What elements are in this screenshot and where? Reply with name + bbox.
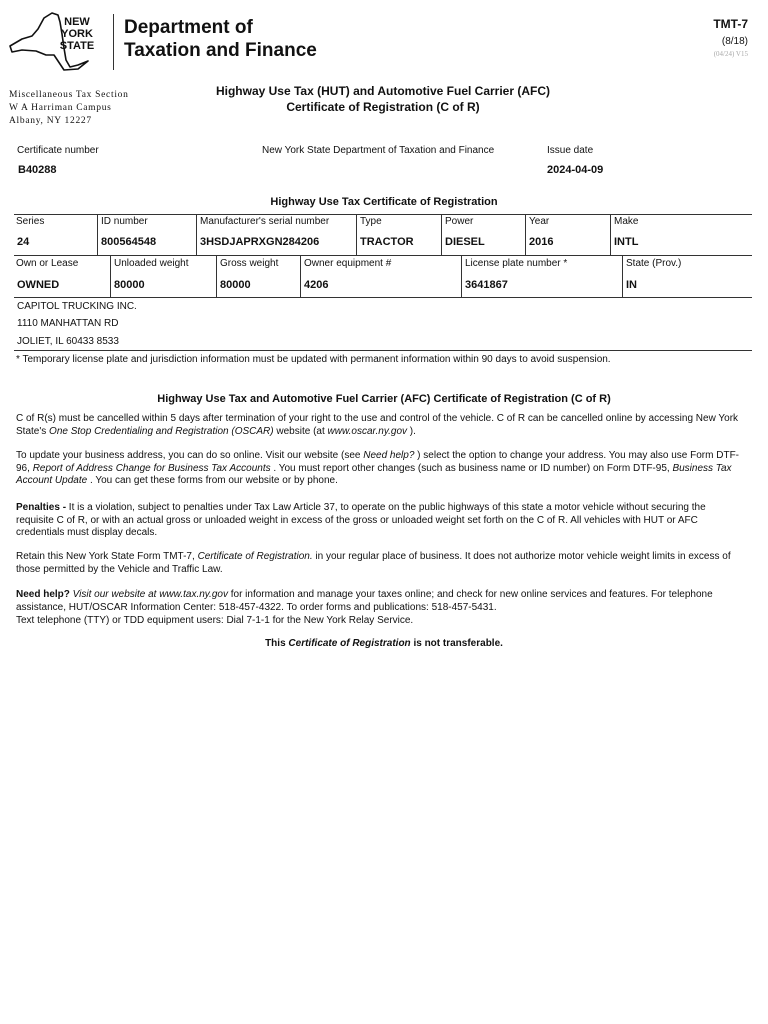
unloaded-weight-label: Unloaded weight: [114, 258, 189, 269]
table-rule: [14, 297, 752, 298]
gross-weight-label: Gross weight: [220, 258, 279, 269]
certificate-number-label: Certificate number: [17, 145, 99, 156]
form-version: (04/24) V15: [713, 50, 748, 58]
state-value: IN: [626, 279, 637, 291]
issue-date: 2024-04-09: [547, 164, 604, 176]
owner-street: 1110 MANHATTAN RD: [17, 318, 119, 329]
logo-divider: [113, 14, 114, 70]
state-label: State (Prov.): [626, 258, 682, 269]
table-rule: [14, 214, 752, 215]
type-value: TRACTOR: [360, 236, 414, 248]
logo-text: NEW YORK STATE: [59, 16, 95, 52]
not-transferable-note: This Certificate of Registration is not transferable.: [265, 638, 503, 649]
need-help-paragraph: Need help? Visit our website at www.tax.ny.gov for information and manage your taxes online; and check for new online services and features. For telephone assistance, HUT/OSCAR Information Center: 518-457-4322. To order forms and publications: 518-457-5431.: [16, 589, 713, 613]
own-or-lease-label: Own or Lease: [16, 258, 79, 269]
year-label: Year: [529, 216, 550, 227]
issuer-name: New York State Department of Taxation and Finance: [262, 145, 495, 156]
hut-section-title: Highway Use Tax Certificate of Registration: [270, 196, 498, 208]
temporary-plate-note: * Temporary license plate and jurisdiction information must be updated with permanent information within 90 days to avoid suspension.: [16, 354, 611, 365]
series-value: 24: [17, 236, 30, 248]
serial-number-label: Manufacturer's serial number: [200, 216, 330, 227]
document-title: Highway Use Tax (HUT) and Automotive Fuel Carrier (AFC) Certificate of Registration (C of R): [215, 84, 551, 114]
table-rule: [14, 255, 752, 256]
table-divider: [525, 214, 526, 255]
gross-weight-value: 80000: [220, 279, 251, 291]
owner-equipment-value: 4206: [304, 279, 329, 291]
certificate-number: B40288: [18, 164, 57, 176]
series-label: Series: [16, 216, 45, 227]
table-divider: [441, 214, 442, 255]
cancellation-paragraph: C of R(s) must be cancelled within 5 days after termination of your right to the use and control of the vehicle. C of R can be cancelled online by accessing New York State's One Stop Credentialing and Registration (OSCAR) website (at www.oscar.ny.gov ).: [16, 413, 739, 437]
retain-paragraph: Retain this New York State Form TMT-7, Certificate of Registration. in your regular place of business. It does not authorize motor vehicle weight limits in excess of those permitted by the Vehicle and Traffic Law.: [16, 551, 731, 575]
owner-name: CAPITOL TRUCKING INC.: [17, 301, 137, 312]
serial-number-value: 3HSDJAPRXGN284206: [200, 236, 320, 248]
afc-section-title: Highway Use Tax and Automotive Fuel Carrier (AFC) Certificate of Registration (C of R): [157, 393, 611, 405]
table-divider: [300, 255, 301, 297]
penalties-paragraph: Penalties - It is a violation, subject to penalties under Tax Law Article 37, to operate on the public highways of this state a motor vehicle without securing the requisite C of R, or with an actual gross or unloaded weight in excess of the gross or unloaded weight set forth on the C of R. All vehicles with HUT or AFC credentials must display decals.: [16, 502, 706, 538]
form-revision-date: (8/18): [721, 36, 748, 47]
address-update-paragraph: To update your business address, you can do so online. Visit our website (see Need help? ) select the option to change your address. You may also use Form DTF-96, Report of Address Change for Business Tax Accounts . You must report other changes (such as business name or ID number) on Form DTF-95, Business Tax Account Update . You can get these forms from our website or by phone.: [16, 450, 740, 486]
table-divider: [216, 255, 217, 297]
table-divider: [356, 214, 357, 255]
tty-paragraph: Text telephone (TTY) or TDD equipment users: Dial 7-1-1 for the New York Relay Service.: [16, 615, 414, 626]
license-plate-value: 3641867: [465, 279, 508, 291]
issue-date-label: Issue date: [547, 145, 594, 156]
power-label: Power: [445, 216, 474, 227]
make-value: INTL: [614, 236, 639, 248]
owner-city: JOLIET, IL 60433 8533: [17, 336, 119, 347]
nys-logo: [8, 12, 98, 72]
table-divider: [97, 214, 98, 255]
table-divider: [196, 214, 197, 255]
id-number-value: 800564548: [101, 236, 157, 248]
license-plate-label: License plate number *: [465, 258, 568, 269]
owner-equipment-label: Owner equipment #: [304, 258, 392, 269]
make-label: Make: [614, 216, 639, 227]
office-address: Miscellaneous Tax Section W A Harriman Campus Albany, NY 12227: [9, 90, 129, 126]
own-or-lease-value: OWNED: [17, 279, 60, 291]
department-name: Department of Taxation and Finance: [124, 17, 317, 61]
id-number-label: ID number: [101, 216, 148, 227]
table-divider: [622, 255, 623, 297]
unloaded-weight-value: 80000: [114, 279, 145, 291]
type-label: Type: [360, 216, 382, 227]
table-rule: [14, 350, 752, 351]
table-divider: [461, 255, 462, 297]
form-code: TMT-7: [713, 17, 748, 31]
power-value: DIESEL: [445, 236, 485, 248]
year-value: 2016: [529, 236, 554, 248]
table-divider: [110, 255, 111, 297]
table-divider: [610, 214, 611, 255]
